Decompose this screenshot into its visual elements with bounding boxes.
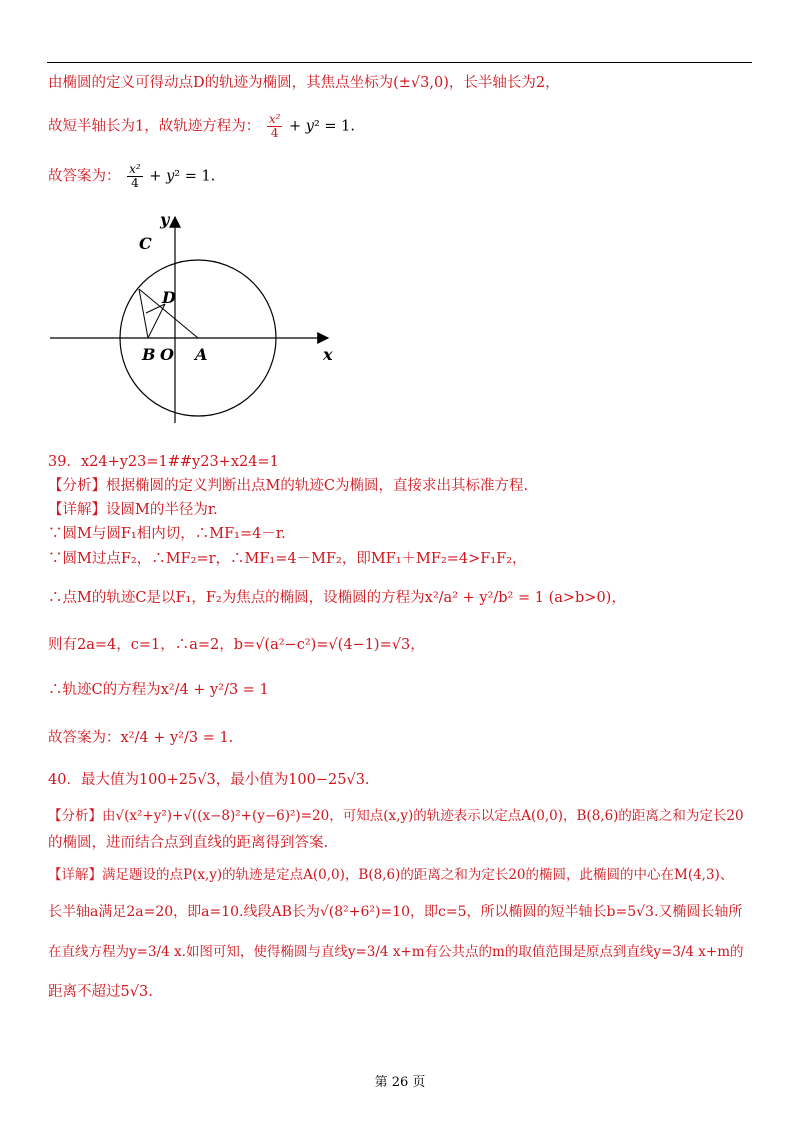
fraction-x2-over-4-answer: $\frac{\text{x²}}{4}$ [129,162,141,190]
label-c: C [139,234,152,253]
line-answer-38: 故答案为： $\frac{\text{x²}}{4}$ + y² = 1. [48,162,216,190]
segment-bd [148,304,165,338]
q39-detail-3: ∵圆M过点F₂，∴MF₂=r，∴MF₁=4－MF₂，即MF₁＋MF₂=4>F₁F₂， [48,551,527,567]
label-y: y [160,210,170,229]
q39-detail-4: ∴点M的轨迹C是以F₁，F₂为焦点的椭圆，设椭圆的方程为x²/a² + y²/b² = 1 (a>b>0)， [48,590,626,606]
segment-bp [139,289,148,338]
label-d: D [162,288,176,307]
q40-detail-4: 距离不超过5√3. [48,984,153,1000]
ellipse-circle-figure [45,205,345,430]
line-focus-statement: 由椭圆的定义可得动点D的轨迹为椭圆，其焦点坐标为(±√3,0)，长半轴长为2， [48,75,560,91]
label-a: A [195,345,208,364]
q39-analysis: 【分析】根据椭圆的定义判断出点M的轨迹C为椭圆，直接求出其标准方程. [48,478,529,494]
line-short-axis-text: 故短半轴长为1，故轨迹方程为： [48,118,261,135]
q39-detail-6: ∴轨迹C的方程为x²/4 + y²/3 = 1 [48,682,269,698]
q39-detail-2: ∵圆M与圆F₁相内切，∴MF₁=4－r. [48,526,286,542]
q39-title: 39．x24+y23=1##y23+x24=1 [48,454,279,470]
q40-detail-2: 长半轴a满足2a=20，即a=10.线段AB长为√(8²+6²)=10，即c=5，所以椭圆的短半轴长b=5√3.又椭圆长轴所 [48,904,743,920]
q40-detail-3: 在直线方程为y=3/4 x.如图可知，使得椭圆与直线y=3/4 x+m有公共点的m的取值范围是原点到直线y=3/4 x+m的 [48,944,744,960]
q39-detail-5: 则有2a=4，c=1，∴a=2，b=√(a²−c²)=√(4−1)=√3， [48,637,425,653]
q39-answer: 故答案为：x²/4 + y²/3 = 1. [48,730,234,746]
header-rule [47,62,752,63]
answer-38-label: 故答案为： [48,168,121,185]
page-number: 第 26 页 [374,1075,426,1090]
q40-detail-1: 【详解】满足题设的点P(x,y)的轨迹是定点A(0,0)，B(8,6)的距离之和为定长20的椭圆，此椭圆的中心在M(4,3)、 [48,867,734,883]
label-o: O [160,345,174,364]
fraction-x2-over-4: $\frac{\text{x²}}{4}$ [268,112,281,140]
label-b: B [142,345,156,364]
q39-detail-1: 【详解】设圆M的半径为r. [48,502,218,518]
q40-analysis-1: 【分析】由√(x²+y²)+√((x−8)²+(y−6)²)=20，可知点(x,y)的轨迹表示以定点A(0,0)，B(8,6)的距离之和为定长20 [48,808,744,824]
line-short-axis: 故短半轴长为1，故轨迹方程为： $\frac{\text{x²}}{4}$ + y² = 1. [48,112,356,140]
q40-title: 40．最大值为100+25√3，最小值为100−25√3. [48,772,370,788]
label-x: x [323,345,333,364]
q40-analysis-2: 的椭圆，进而结合点到直线的距离得到答案. [48,835,329,851]
